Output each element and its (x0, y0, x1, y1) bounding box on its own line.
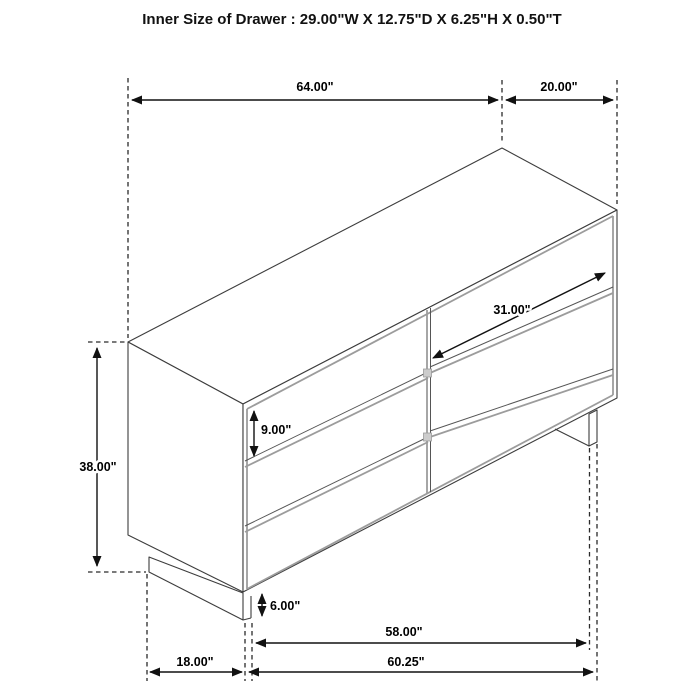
dimension-top-width-label: 64.00" (296, 80, 334, 94)
dimension-overall-bottom-width (249, 655, 593, 672)
dimension-front-leg-span (256, 625, 586, 643)
dimension-base-height (262, 594, 300, 616)
dimension-front-leg-span-label: 58.00" (385, 625, 423, 639)
dimension-drawer-height-label: 9.00" (261, 423, 292, 437)
dimension-overall-bottom-width-label: 60.25" (387, 655, 425, 669)
divider-joint-upper (424, 369, 432, 377)
dimension-top-depth-label: 20.00" (540, 80, 578, 94)
base-bottom-right-edge (555, 429, 589, 446)
dimension-overall-height-label: 38.00" (79, 460, 117, 474)
dresser-drawing (128, 148, 617, 620)
dimension-drawer-width-label: 31.00" (493, 303, 531, 317)
dimension-top-depth (506, 80, 613, 100)
dimension-side-leg-span-label: 18.00" (176, 655, 214, 669)
base-right-leg (589, 410, 597, 446)
dimension-base-height-label: 6.00" (270, 599, 301, 613)
diagram-title: Inner Size of Drawer : 29.00"W X 12.75"D X 6.25"H X 0.50"T (142, 11, 562, 28)
base-front-corner-edge (243, 596, 251, 620)
dimension-side-leg-span (150, 655, 242, 672)
divider-joint-lower (424, 433, 432, 441)
dimension-top-width (132, 80, 498, 100)
dimension-overall-height (79, 348, 116, 566)
